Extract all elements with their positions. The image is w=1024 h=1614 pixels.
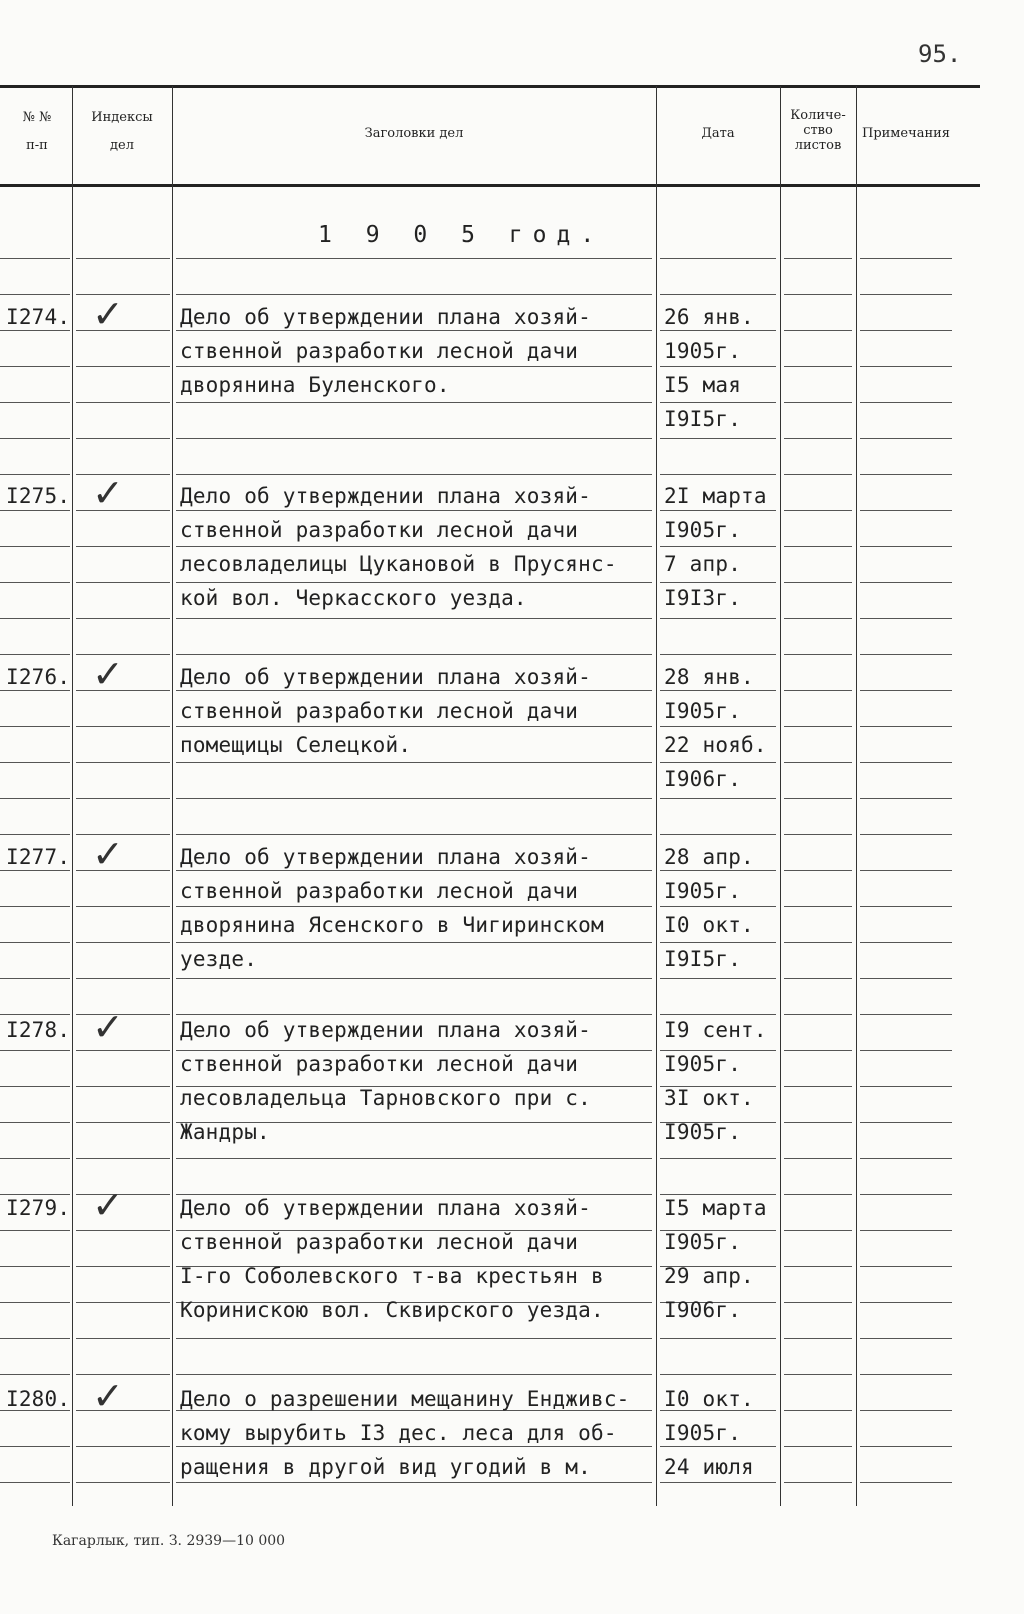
record-date: 28 янв. — [664, 665, 754, 689]
header-index-line2: дел — [110, 138, 134, 153]
ruled-line — [660, 294, 776, 295]
ruled-line — [660, 1374, 776, 1375]
ruled-line — [784, 1122, 852, 1123]
ruled-line — [860, 258, 952, 259]
ruled-line — [660, 402, 776, 403]
record-title-line: ственной разработки лесной дачи — [180, 339, 579, 363]
record-title-line: Коринискою вол. Сквирского уезда. — [180, 1298, 604, 1322]
ruled-line — [784, 1410, 852, 1411]
ruled-line — [660, 654, 776, 655]
ruled-line — [784, 474, 852, 475]
record-number: I280. — [6, 1387, 71, 1411]
ruled-line — [176, 762, 652, 763]
record-date: 2I марта — [664, 484, 767, 508]
ruled-line — [76, 1482, 170, 1483]
ruled-line — [660, 330, 776, 331]
record-title-line: кой вол. Черкасского уезда. — [180, 586, 527, 610]
ruled-line — [176, 582, 652, 583]
record-title-line: Жандры. — [180, 1120, 270, 1144]
checkmark-icon: ✓ — [92, 1374, 124, 1418]
checkmark-icon: ✓ — [92, 292, 124, 336]
ruled-line — [0, 438, 70, 439]
ruled-line — [860, 978, 952, 979]
ruled-line — [860, 366, 952, 367]
ruled-line — [0, 1014, 70, 1015]
ruled-line — [784, 510, 852, 511]
ruled-line — [0, 618, 70, 619]
record-number: I278. — [6, 1018, 71, 1042]
year-heading: 1 9 0 5 год. — [318, 222, 605, 248]
record-title-line: лесовладельца Тарновского при с. — [180, 1086, 591, 1110]
ruled-line — [76, 546, 170, 547]
ruled-line — [784, 330, 852, 331]
ruled-line — [0, 294, 70, 295]
header-num-line2: п-п — [26, 138, 48, 153]
ruled-line — [860, 1302, 952, 1303]
ruled-line — [860, 1014, 952, 1015]
checkmark-icon: ✓ — [92, 1005, 124, 1049]
ruled-line — [0, 366, 70, 367]
ruled-line — [0, 978, 70, 979]
ruled-line — [76, 942, 170, 943]
record-date: I9I5г. — [664, 947, 742, 971]
ruled-line — [0, 258, 70, 259]
ruled-line — [660, 474, 776, 475]
ruled-line — [0, 654, 70, 655]
checkmark-icon: ✓ — [92, 832, 124, 876]
ruled-line — [660, 366, 776, 367]
ruled-line — [660, 1014, 776, 1015]
record-title-line: ственной разработки лесной дачи — [180, 879, 579, 903]
ruled-line — [660, 726, 776, 727]
ruled-line — [784, 1014, 852, 1015]
ruled-line — [176, 1482, 652, 1483]
ruled-line — [0, 1158, 70, 1159]
column-divider-title — [656, 86, 657, 1506]
ruled-line — [784, 978, 852, 979]
ruled-line — [660, 762, 776, 763]
ruled-line — [784, 870, 852, 871]
record-date: 28 апр. — [664, 845, 754, 869]
record-number: I277. — [6, 845, 71, 869]
ruled-line — [860, 870, 952, 871]
record-date: 3I окт. — [664, 1086, 754, 1110]
ruled-line — [0, 870, 70, 871]
record-title-line: ственной разработки лесной дачи — [180, 699, 579, 723]
ruled-line — [0, 1230, 70, 1231]
ruled-line — [76, 1086, 170, 1087]
ruled-line — [784, 294, 852, 295]
ruled-line — [0, 546, 70, 547]
ruled-line — [176, 690, 652, 691]
ruled-line — [860, 294, 952, 295]
record-date: I905г. — [664, 1052, 742, 1076]
record-number: I275. — [6, 484, 71, 508]
record-title-line: дворянина Буленского. — [180, 373, 450, 397]
ruled-line — [860, 1050, 952, 1051]
ruled-line — [0, 1086, 70, 1087]
ruled-line — [784, 1302, 852, 1303]
ruled-line — [176, 510, 652, 511]
ruled-line — [176, 258, 652, 259]
header-num — [2, 108, 72, 156]
ruled-line — [660, 978, 776, 979]
ruled-line — [784, 438, 852, 439]
ruled-line — [784, 762, 852, 763]
ruled-line — [860, 1446, 952, 1447]
ruled-line — [176, 402, 652, 403]
ruled-line — [176, 330, 652, 331]
ruled-line — [784, 366, 852, 367]
ruled-line — [860, 942, 952, 943]
ruled-line — [660, 870, 776, 871]
record-title-line: Дело об утверждении плана хозяй- — [180, 1018, 591, 1042]
ruled-line — [660, 942, 776, 943]
ruled-line — [784, 258, 852, 259]
ruled-line — [0, 762, 70, 763]
ruled-line — [660, 690, 776, 691]
page-number: 95. — [918, 40, 962, 68]
ruled-line — [76, 726, 170, 727]
ruled-line — [784, 906, 852, 907]
ruled-line — [0, 1266, 70, 1267]
ruled-line — [784, 726, 852, 727]
ruled-line — [784, 1086, 852, 1087]
record-date: I905г. — [664, 1120, 742, 1144]
ruled-line — [660, 258, 776, 259]
ruled-line — [0, 726, 70, 727]
record-date: I9I5г. — [664, 407, 742, 431]
header-index-line1: Индексы — [91, 110, 153, 125]
ruled-line — [784, 834, 852, 835]
ruled-line — [76, 1266, 170, 1267]
ruled-line — [76, 402, 170, 403]
ruled-line — [176, 366, 652, 367]
ruled-line — [0, 834, 70, 835]
ruled-line — [76, 1338, 170, 1339]
ruled-line — [860, 582, 952, 583]
ruled-line — [0, 798, 70, 799]
record-title-line: помещицы Селецкой. — [180, 733, 412, 757]
record-date: I906г. — [664, 1298, 742, 1322]
ruled-line — [860, 1122, 952, 1123]
ruled-line — [176, 474, 652, 475]
ruled-line — [176, 942, 652, 943]
record-title-line: ственной разработки лесной дачи — [180, 518, 579, 542]
ruled-line — [860, 510, 952, 511]
record-number: I276. — [6, 665, 71, 689]
ruled-line — [860, 1338, 952, 1339]
ruled-line — [660, 438, 776, 439]
header-title: Заголовки дел — [364, 126, 464, 141]
record-date: 26 янв. — [664, 305, 754, 329]
ruled-line — [76, 762, 170, 763]
ruled-line — [76, 798, 170, 799]
record-title-line: Дело об утверждении плана хозяй- — [180, 484, 591, 508]
ruled-line — [76, 258, 170, 259]
ruled-line — [76, 1446, 170, 1447]
ruled-line — [76, 438, 170, 439]
ruled-line — [660, 1194, 776, 1195]
ruled-line — [860, 1266, 952, 1267]
ruled-line — [0, 1122, 70, 1123]
ruled-line — [176, 834, 652, 835]
ruled-line — [660, 1158, 776, 1159]
ruled-line — [0, 1374, 70, 1375]
record-date: I9I3г. — [664, 586, 742, 610]
ruled-line — [860, 402, 952, 403]
ruled-line — [784, 582, 852, 583]
ruled-line — [176, 546, 652, 547]
record-title-line: уезде. — [180, 947, 258, 971]
ruled-line — [660, 582, 776, 583]
ruled-line — [784, 1374, 852, 1375]
ruled-line — [176, 1158, 652, 1159]
column-divider-sheets — [856, 86, 857, 1506]
ruled-line — [76, 906, 170, 907]
record-date: I905г. — [664, 879, 742, 903]
record-number: I279. — [6, 1196, 71, 1220]
record-date: I0 окт. — [664, 1387, 754, 1411]
record-date: I906г. — [664, 767, 742, 791]
header-date: Дата — [701, 126, 735, 141]
ruled-line — [176, 654, 652, 655]
ruled-line — [784, 690, 852, 691]
record-title-line: I-го Соболевского т-ва крестьян в — [180, 1264, 604, 1288]
checkmark-icon: ✓ — [92, 1183, 124, 1227]
record-title-line: дворянина Ясенского в Чигиринском — [180, 913, 604, 937]
ruled-line — [784, 942, 852, 943]
checkmark-icon: ✓ — [92, 652, 124, 696]
ruled-line — [660, 834, 776, 835]
ruled-line — [860, 1194, 952, 1195]
ruled-line — [176, 1374, 652, 1375]
ruled-line — [860, 834, 952, 835]
ruled-line — [76, 1122, 170, 1123]
ruled-line — [0, 582, 70, 583]
record-title-line: Дело об утверждении плана хозяй- — [180, 665, 591, 689]
ruled-line — [176, 798, 652, 799]
ruled-line — [860, 1482, 952, 1483]
table-header-bottom-border — [0, 184, 980, 187]
ruled-line — [660, 618, 776, 619]
ruled-line — [176, 438, 652, 439]
record-date: I905г. — [664, 1421, 742, 1445]
ruled-line — [860, 1374, 952, 1375]
header-index — [74, 108, 170, 156]
record-title-line: ственной разработки лесной дачи — [180, 1230, 579, 1254]
ruled-line — [176, 1014, 652, 1015]
ruled-line — [784, 1266, 852, 1267]
checkmark-icon: ✓ — [92, 471, 124, 515]
ruled-line — [660, 1338, 776, 1339]
ruled-line — [860, 1158, 952, 1159]
ruled-line — [176, 618, 652, 619]
ruled-line — [0, 906, 70, 907]
ruled-line — [660, 1446, 776, 1447]
ruled-line — [860, 618, 952, 619]
ruled-line — [784, 618, 852, 619]
header-notes: Примечания — [861, 126, 950, 141]
ruled-line — [76, 1230, 170, 1231]
header-sheets-line1: Количе- — [790, 108, 846, 123]
printer-imprint: Кагарлык, тип. З. 2939—10 000 — [52, 1533, 286, 1549]
ruled-line — [860, 798, 952, 799]
record-date: 7 апр. — [664, 552, 742, 576]
ruled-line — [784, 1482, 852, 1483]
record-title-line: Дело об утверждении плана хозяй- — [180, 845, 591, 869]
column-divider-num — [72, 86, 73, 1506]
ruled-line — [76, 618, 170, 619]
ruled-line — [0, 402, 70, 403]
ruled-line — [0, 1302, 70, 1303]
ruled-line — [784, 1194, 852, 1195]
ruled-line — [660, 906, 776, 907]
ruled-line — [860, 1086, 952, 1087]
ruled-line — [176, 1050, 652, 1051]
column-divider-date — [780, 86, 781, 1506]
ruled-line — [860, 546, 952, 547]
record-title-line: ращения в другой вид угодий в м. — [180, 1455, 591, 1479]
ruled-line — [860, 438, 952, 439]
record-title-line: Дело об утверждении плана хозяй- — [180, 1196, 591, 1220]
ruled-line — [76, 978, 170, 979]
ruled-line — [660, 546, 776, 547]
ruled-line — [660, 1050, 776, 1051]
ruled-line — [860, 474, 952, 475]
header-sheets — [780, 108, 856, 153]
ruled-line — [784, 1230, 852, 1231]
ruled-line — [176, 1446, 652, 1447]
ruled-line — [176, 1338, 652, 1339]
record-date: 1905г. — [664, 339, 742, 363]
ruled-line — [176, 1194, 652, 1195]
ruled-line — [76, 1050, 170, 1051]
record-title-line: лесовладелицы Цукановой в Прусянс- — [180, 552, 617, 576]
ruled-line — [0, 1050, 70, 1051]
record-number: I274. — [6, 305, 71, 329]
record-date: I905г. — [664, 699, 742, 723]
ruled-line — [0, 1482, 70, 1483]
ruled-line — [176, 978, 652, 979]
ruled-line — [860, 726, 952, 727]
ruled-line — [860, 1410, 952, 1411]
ruled-line — [76, 1302, 170, 1303]
ruled-line — [784, 1446, 852, 1447]
record-date: 24 июля — [664, 1455, 754, 1479]
ruled-line — [0, 510, 70, 511]
ruled-line — [784, 654, 852, 655]
ruled-line — [0, 474, 70, 475]
record-date: I5 марта — [664, 1196, 767, 1220]
record-title-line: Дело об утверждении плана хозяй- — [180, 305, 591, 329]
table-top-border — [0, 85, 980, 88]
ruled-line — [0, 690, 70, 691]
ruled-line — [660, 1482, 776, 1483]
ruled-line — [860, 1230, 952, 1231]
record-date: 29 апр. — [664, 1264, 754, 1288]
record-date: I5 мая — [664, 373, 742, 397]
record-date: I9 сент. — [664, 1018, 767, 1042]
ruled-line — [784, 798, 852, 799]
ruled-line — [784, 1338, 852, 1339]
ruled-line — [784, 1158, 852, 1159]
header-sheets-line3: листов — [794, 138, 842, 153]
ruled-line — [660, 798, 776, 799]
record-date: I905г. — [664, 518, 742, 542]
ruled-line — [176, 294, 652, 295]
ruled-line — [0, 942, 70, 943]
ruled-line — [860, 906, 952, 907]
ruled-line — [76, 366, 170, 367]
ruled-line — [76, 582, 170, 583]
ruled-line — [176, 726, 652, 727]
ruled-line — [784, 402, 852, 403]
ruled-line — [0, 1446, 70, 1447]
header-sheets-line2: ство — [803, 123, 833, 138]
ruled-line — [784, 1050, 852, 1051]
ruled-line — [0, 1338, 70, 1339]
record-date: 22 нояб. — [664, 733, 767, 757]
ruled-line — [0, 1194, 70, 1195]
record-title-line: Дело о разрешении мещанину Ендживс- — [180, 1387, 630, 1411]
ruled-line — [660, 510, 776, 511]
ruled-line — [860, 654, 952, 655]
ruled-line — [176, 906, 652, 907]
ruled-line — [76, 1158, 170, 1159]
record-date: I905г. — [664, 1230, 742, 1254]
record-title-line: кому вырубить I3 дес. леса для об- — [180, 1421, 617, 1445]
ruled-line — [784, 546, 852, 547]
record-title-line: ственной разработки лесной дачи — [180, 1052, 579, 1076]
ruled-line — [176, 870, 652, 871]
ruled-line — [0, 330, 70, 331]
ruled-line — [860, 762, 952, 763]
column-divider-index — [172, 86, 173, 1506]
record-date: I0 окт. — [664, 913, 754, 937]
ruled-line — [860, 690, 952, 691]
ruled-line — [860, 330, 952, 331]
header-num-line1: № № — [22, 110, 52, 125]
